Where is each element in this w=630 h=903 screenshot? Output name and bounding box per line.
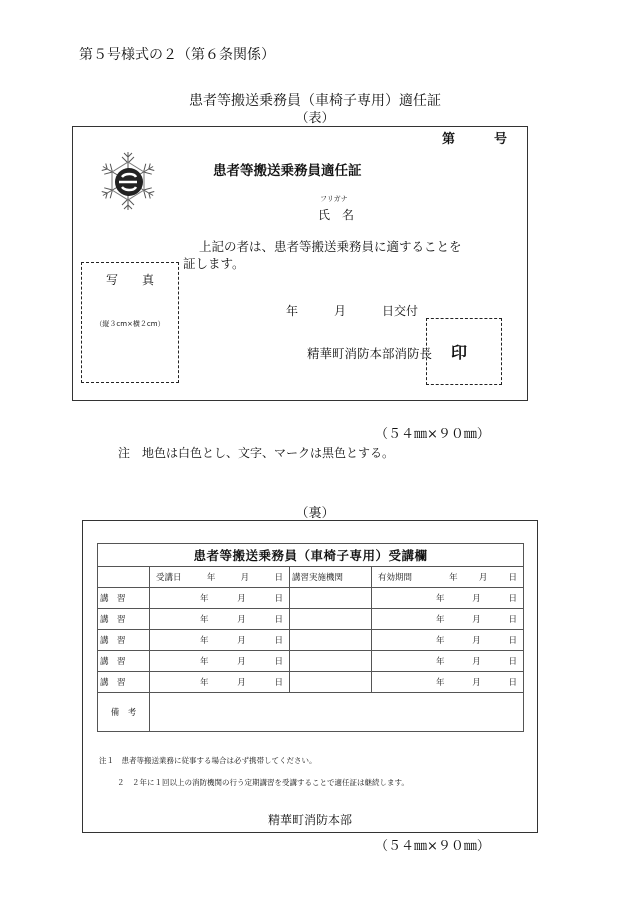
course-agency-cell [290, 609, 372, 630]
month-label: 月 [237, 594, 246, 604]
remarks-row [98, 693, 524, 732]
course-validity-cell [372, 609, 524, 630]
month-label: 月 [237, 678, 246, 688]
front-side-label: （表） [295, 111, 335, 126]
course-validity-cell [372, 630, 524, 651]
year-label: 年 [200, 615, 209, 625]
fire-department-emblem-icon [97, 149, 159, 213]
header-date-label: 受講日 [156, 573, 182, 583]
year-label: 年 [436, 636, 445, 646]
day-label: 日 [508, 594, 518, 604]
course-row-label: 講 習 [98, 672, 150, 693]
header-validity-label: 有効期間 [378, 573, 413, 583]
back-side-label: （裏） [295, 506, 335, 521]
header-date-cell [150, 567, 290, 588]
year-label: 年 [200, 636, 209, 646]
issuer-name: 精華町消防本部消防長 [307, 346, 433, 361]
seal-mark: 印 [451, 343, 468, 362]
day-label: 日 [274, 636, 283, 646]
month-label: 月 [237, 657, 246, 667]
course-validity-cell [372, 651, 524, 672]
year-label: 年 [200, 594, 209, 604]
course-date-cell [150, 588, 290, 609]
month-label: 月 [472, 657, 481, 667]
back-note-2: ２ ２年に１回以上の消防機関の行う定期講習を受講することで適任証は継続します。 [117, 778, 409, 787]
year-label: 年 [436, 678, 445, 688]
header-blank-cell [98, 567, 150, 588]
table-header-row [98, 567, 524, 588]
month-label: 月 [472, 594, 481, 604]
day-label: 日 [274, 615, 283, 625]
photo-size-label: （縦３cm×横２cm） [95, 320, 165, 328]
month-label: 月 [472, 615, 481, 625]
header-validity-cell [372, 567, 524, 588]
course-record-table [97, 543, 524, 732]
course-agency-cell [290, 651, 372, 672]
course-row-label: 講 習 [98, 630, 150, 651]
course-row [98, 609, 524, 630]
back-card [82, 520, 538, 833]
day-label: 日 [508, 615, 518, 625]
course-row [98, 651, 524, 672]
course-date-cell [150, 672, 290, 693]
course-row [98, 672, 524, 693]
back-size-note: （５４㎜×９０㎜） [375, 839, 490, 854]
day-label: 日 [274, 657, 283, 667]
form-number-header: 第５号様式の２（第６条関係） [79, 47, 275, 63]
header-day: 日 [508, 573, 517, 583]
document-title: 患者等搬送乗務員（車椅子専用）適任証 [189, 93, 441, 109]
card-title: 患者等搬送乗務員適任証 [213, 163, 362, 179]
photo-box [81, 262, 179, 383]
year-label: 年 [200, 678, 209, 688]
month-label: 月 [237, 636, 246, 646]
month-label: 月 [472, 636, 481, 646]
course-date-cell [150, 630, 290, 651]
day-label: 日 [274, 594, 283, 604]
course-agency-cell [290, 588, 372, 609]
number-label: 第 号 [441, 132, 507, 147]
month-label: 月 [472, 678, 481, 688]
header-month: 月 [478, 573, 488, 583]
name-label: 氏 名 [318, 208, 355, 222]
issue-date-label: 年 月 日交付 [286, 304, 419, 318]
course-row [98, 630, 524, 651]
course-agency-cell [290, 630, 372, 651]
day-label: 日 [508, 636, 518, 646]
header-year: 年 [449, 573, 458, 583]
course-row-label: 講 習 [98, 651, 150, 672]
year-label: 年 [436, 657, 445, 667]
course-row-label: 講 習 [98, 609, 150, 630]
front-size-note: （５４㎜×９０㎜） [375, 427, 490, 442]
course-validity-cell [372, 672, 524, 693]
front-color-note: 注 地色は白色とし、文字、マークは黒色とする。 [118, 446, 395, 460]
course-date-cell [150, 651, 290, 672]
day-label: 日 [508, 657, 518, 667]
remarks-label: 備 考 [98, 693, 150, 732]
certify-text-line2: 証します。 [183, 256, 245, 271]
header-agency: 講習実施機関 [290, 567, 372, 588]
course-row [98, 588, 524, 609]
month-label: 月 [237, 615, 246, 625]
course-date-cell [150, 609, 290, 630]
day-label: 日 [274, 678, 283, 688]
remarks-field [150, 693, 524, 732]
certify-text-line1: 上記の者は、患者等搬送乗務員に適することを [199, 239, 462, 254]
year-label: 年 [436, 615, 445, 625]
header-year: 年 [206, 573, 216, 583]
photo-label: 写 真 [105, 273, 154, 287]
day-label: 日 [508, 678, 518, 688]
course-row-label: 講 習 [98, 588, 150, 609]
year-label: 年 [436, 594, 445, 604]
year-label: 年 [200, 657, 209, 667]
furigana-label: フリガナ [320, 195, 348, 203]
header-day: 日 [274, 573, 283, 583]
header-month: 月 [240, 573, 250, 583]
back-issuer: 精華町消防本部 [267, 813, 352, 827]
front-card [72, 126, 528, 401]
course-agency-cell [290, 672, 372, 693]
course-validity-cell [372, 588, 524, 609]
back-note-1: 注１ 患者等搬送業務に従事する場合は必ず携帯してください。 [99, 756, 317, 765]
table-title: 患者等搬送乗務員（車椅子専用）受講欄 [98, 544, 524, 567]
